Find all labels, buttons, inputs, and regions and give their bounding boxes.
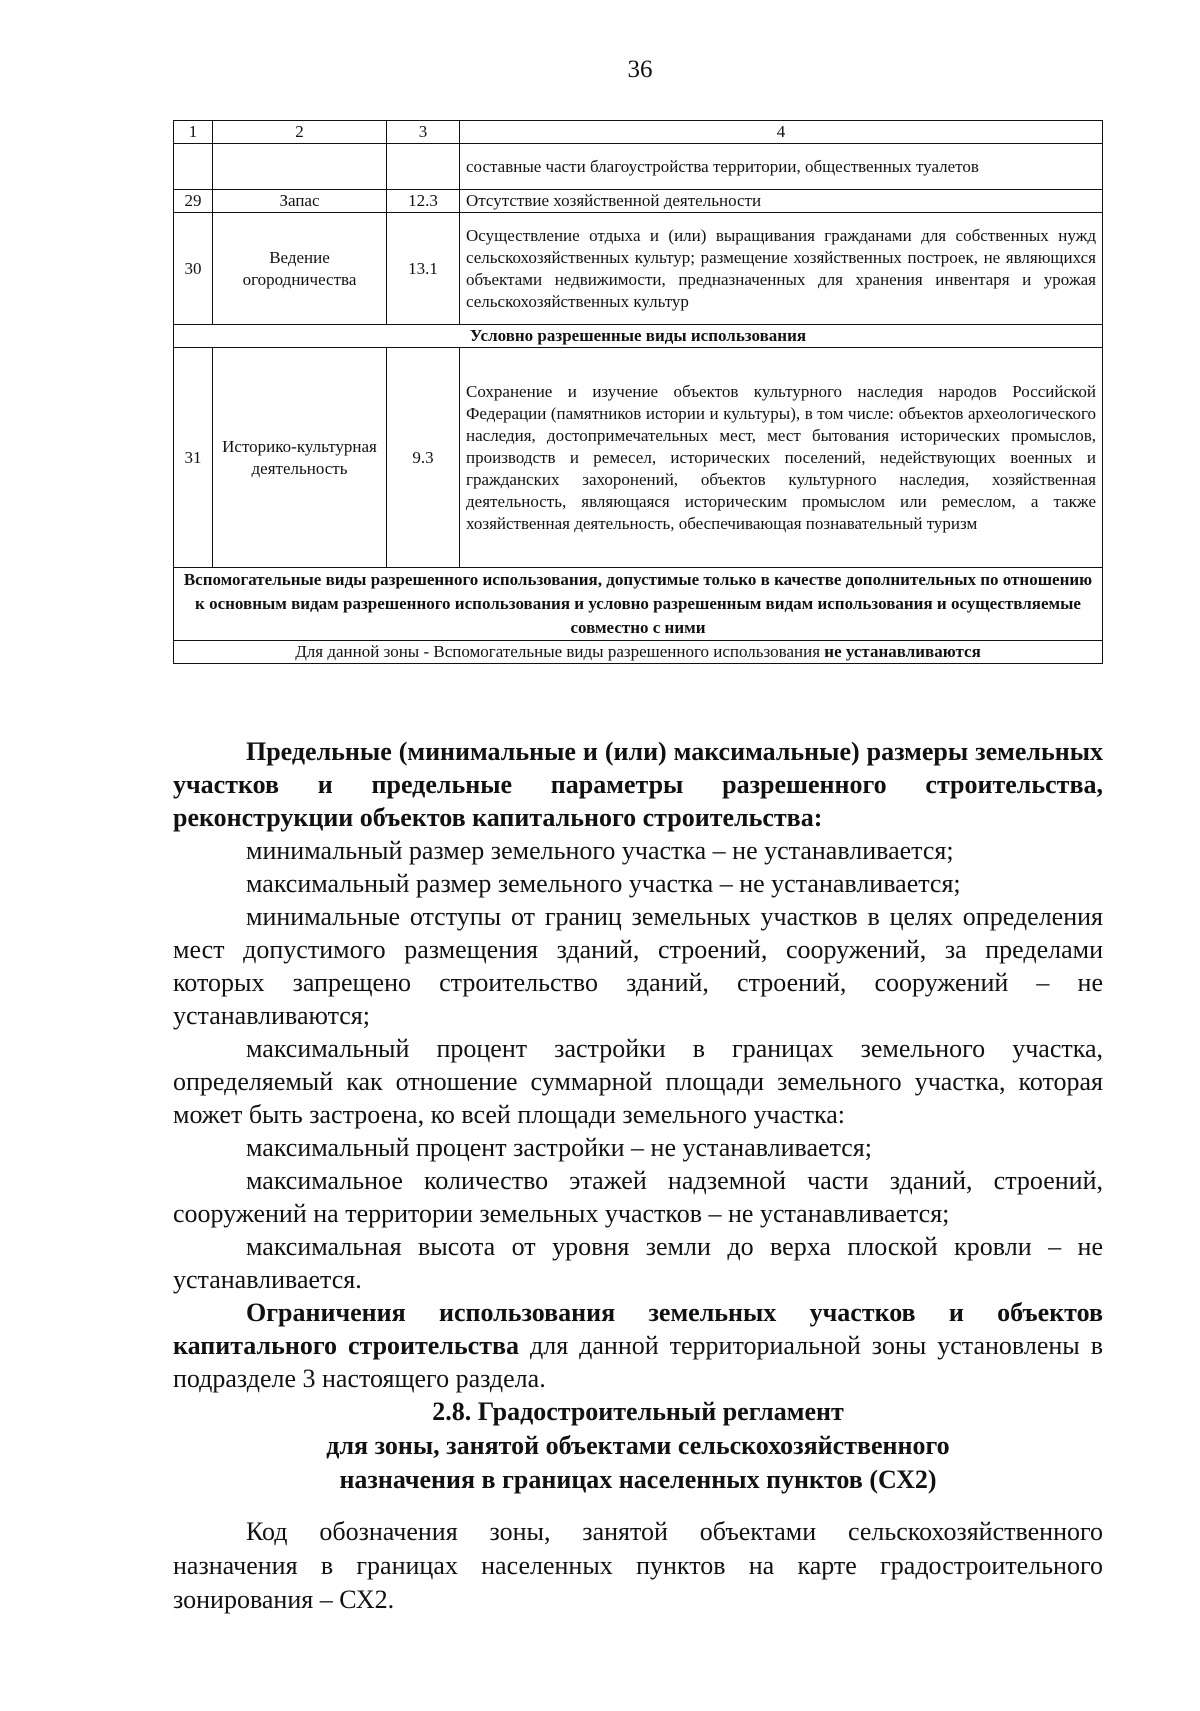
use-name: Историко-культурная деятельность bbox=[213, 348, 387, 568]
section-title-auxiliary: Вспомогательные виды разрешенного использования, допустимые только в качестве дополнительных по отношению к основным видам разрешенного использования и условно разрешенным видам использования и осуществляемые совместно с ними bbox=[174, 568, 1103, 641]
table-row bbox=[174, 190, 1103, 213]
empty-cell bbox=[174, 144, 213, 190]
empty-cell bbox=[387, 144, 460, 190]
header-cell: 3 bbox=[387, 121, 460, 144]
limits-paragraph: минимальный размер земельного участка – не устанавливается; bbox=[246, 836, 954, 865]
table-row bbox=[174, 213, 1103, 325]
note-row bbox=[174, 641, 1103, 664]
restrictions-paragraph bbox=[173, 1296, 1103, 1395]
heading-line: 2.8. Градостроительный регламент bbox=[432, 1397, 844, 1426]
row-number: 29 bbox=[174, 190, 213, 213]
use-name: Запас bbox=[213, 190, 387, 213]
table-row bbox=[174, 144, 1103, 190]
zone-code-paragraph: Код обозначения зоны, занятой объектами сельскохозяйственного назначения в границах населенных пунктов на карте градостроительного зонирования – СХ2. bbox=[173, 1517, 1103, 1614]
use-code: 12.3 bbox=[387, 190, 460, 213]
limits-paragraph: минимальные отступы от границ земельных участков в целях определения мест допустимого размещения зданий, строений, сооружений, за пределами которых запрещено строительство зданий, строений, сооружений – не устанавливаются; bbox=[173, 902, 1103, 1030]
section-title-conditional: Условно разрешенные виды использования bbox=[174, 325, 1103, 348]
row-number: 30 bbox=[174, 213, 213, 325]
note-prefix: Для данной зоны - Вспомогательные виды разрешенного использования bbox=[295, 642, 825, 661]
table-row bbox=[174, 348, 1103, 568]
description-cell: Осуществление отдыха и (или) выращивания гражданами для собственных нужд сельскохозяйственных культур; размещение хозяйственных построек, не являющихся объектами недвижимости, предназначенных для хранения инвентаря и урожая сельскохозяйственных культур bbox=[460, 213, 1103, 325]
description-cell: Сохранение и изучение объектов культурного наследия народов Российской Федерации (памятников истории и культуры), в том числе: объектов археологического наследия, достопримечательных мест, мест бытования исторических промыслов, производств и ремесел, исторических поселений, недействующих военных и гражданских захоронений, объектов культурного наследия, хозяйственная деятельность, являющаяся историческим промыслом или ремеслом, а также хозяйственная деятельность, обеспечивающая познавательный туризм bbox=[460, 348, 1103, 568]
limits-title: Предельные (минимальные и (или) максимальные) размеры земельных участков и предельные параметры разрешенного строительства, реконструкции объектов капитального строительства: bbox=[173, 737, 1103, 832]
section-row bbox=[174, 325, 1103, 348]
heading-line: для зоны, занятой объектами сельскохозяйственного bbox=[326, 1431, 950, 1460]
description-cell: составные части благоустройства территории, общественных туалетов bbox=[460, 144, 1103, 190]
page-number: 36 bbox=[627, 56, 653, 83]
restrictions-bold: Ограничения использования земельных участков и объектов капитального строительства bbox=[173, 1298, 1103, 1360]
row-number: 31 bbox=[174, 348, 213, 568]
empty-cell bbox=[213, 144, 387, 190]
limits-paragraph: максимальный размер земельного участка – не устанавливается; bbox=[246, 869, 961, 898]
header-cell: 2 bbox=[213, 121, 387, 144]
limits-paragraph: максимальное количество этажей надземной части зданий, строений, сооружений на территории земельных участков – не устанавливается; bbox=[173, 1166, 1103, 1228]
limits-paragraph: максимальная высота от уровня земли до верха плоской кровли – не устанавливается. bbox=[173, 1232, 1103, 1294]
regulation-table bbox=[173, 120, 1103, 664]
limits-section bbox=[173, 735, 1103, 1395]
heading-line: назначения в границах населенных пунктов (СХ2) bbox=[339, 1465, 937, 1494]
use-code: 13.1 bbox=[387, 213, 460, 325]
restrictions-rest: для данной территориальной зоны установлены в подразделе 3 настоящего раздела. bbox=[173, 1331, 1103, 1393]
header-cell: 1 bbox=[174, 121, 213, 144]
use-name: Ведение огородничества bbox=[213, 213, 387, 325]
use-code: 9.3 bbox=[387, 348, 460, 568]
description-cell: Отсутствие хозяйственной деятельности bbox=[460, 190, 1103, 213]
section-row bbox=[174, 568, 1103, 641]
table-header-row bbox=[174, 121, 1103, 144]
note-cell bbox=[174, 641, 1103, 664]
section-heading bbox=[173, 1395, 1103, 1497]
limits-paragraph: максимальный процент застройки в границах земельного участка, определяемый как отношение суммарной площади земельного участка, которая может быть застроена, ко всей площади земельного участка: bbox=[173, 1034, 1103, 1129]
zone-code-section bbox=[173, 1515, 1103, 1617]
note-bold: не устанавливаются bbox=[824, 642, 981, 661]
limits-paragraph: максимальный процент застройки – не устанавливается; bbox=[246, 1133, 872, 1162]
header-cell: 4 bbox=[460, 121, 1103, 144]
